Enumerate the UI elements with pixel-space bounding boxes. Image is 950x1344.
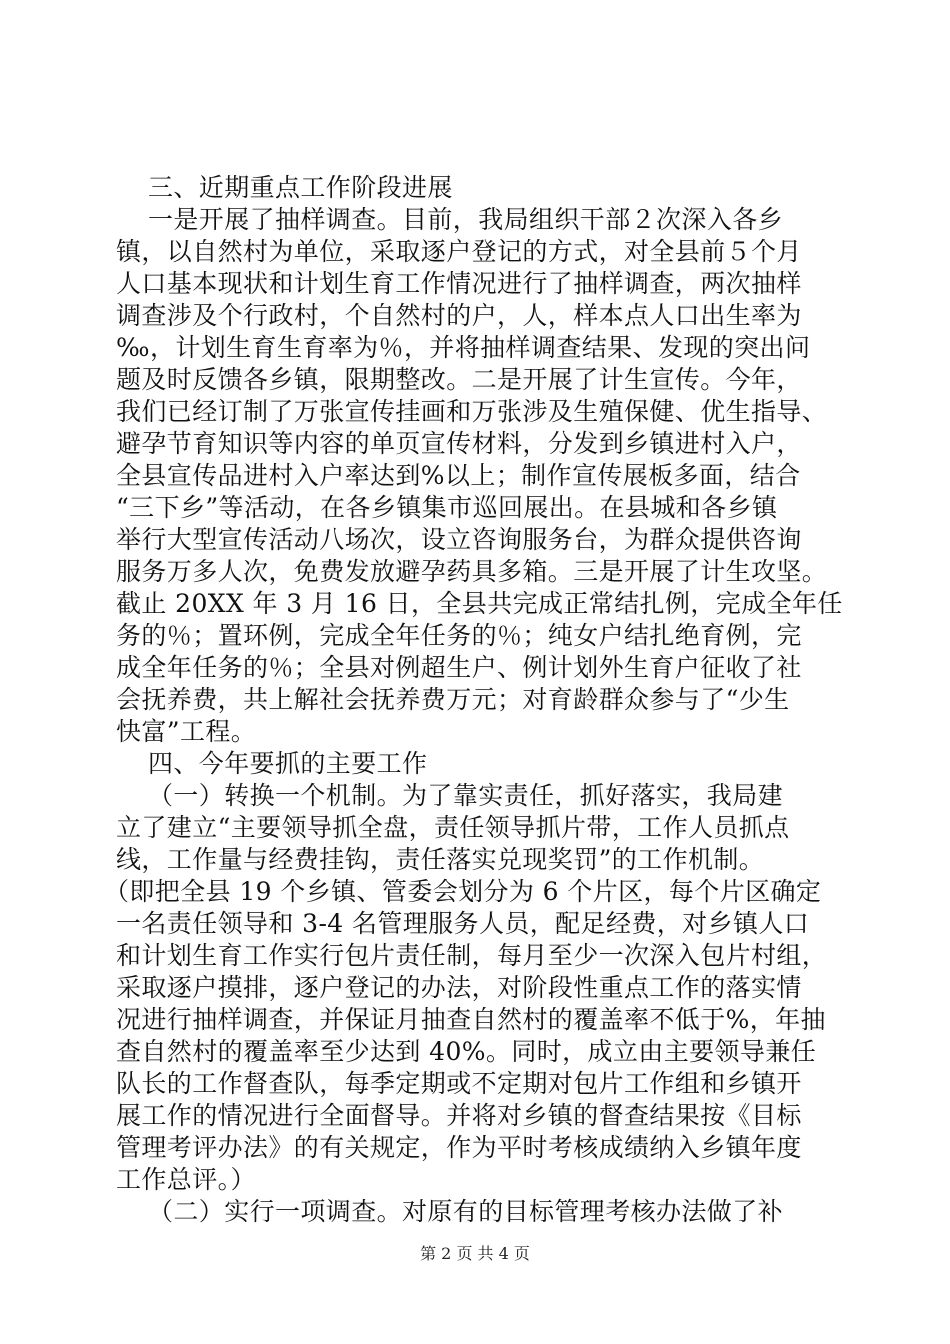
paragraph-line: （一）转换一个机制。为了靠实责任，抓好落实，我局建 (148, 781, 784, 810)
paragraph-line: 立了建立“主要领导抓全盘，责任领导抓片带，工作人员抓点 (116, 813, 790, 842)
paragraph-line: （二）实行一项调查。对原有的目标管理考核办法做了补 (148, 1197, 784, 1226)
paragraph-line: 会抚养费，共上解社会抚养费万元；对育龄群众参与了“少生 (116, 685, 790, 714)
paragraph-line: “三下乡”等活动，在各乡镇集市巡回展出。在县城和各乡镇 (116, 493, 778, 522)
paragraph-line: 人口基本现状和计划生育工作情况进行了抽样调查，两次抽样 (116, 269, 802, 298)
section-heading-3: 三、近期重点工作阶段进展 (148, 173, 453, 202)
paragraph-line: 务的％；置环例，完成全年任务的％；纯女户结扎绝育例，完 (116, 621, 802, 650)
paragraph-line: 队长的工作督查队，每季定期或不定期对包片工作组和乡镇开 (116, 1069, 802, 1098)
paragraph-line: 一名责任领导和 3-4 名管理服务人员，配足经费，对乡镇人口 (116, 909, 810, 938)
paragraph-line: 和计划生育工作实行包片责任制，每月至少一次深入包片村组， (116, 941, 828, 970)
paragraph-line: 查自然村的覆盖率至少达到 40%。同时，成立由主要领导兼任 (116, 1037, 817, 1066)
section-heading-4: 四、今年要抓的主要工作 (148, 749, 428, 778)
paragraph-line: 采取逐户摸排，逐户登记的办法，对阶段性重点工作的落实情 (116, 973, 802, 1002)
paragraph-line: 调查涉及个行政村，个自然村的户，人，样本点人口出生率为 (116, 301, 802, 330)
page-number-footer: 第 2 页 共 4 页 (420, 1244, 530, 1263)
paragraph-line: 工作总评。） (116, 1165, 256, 1194)
paragraph-line: 况进行抽样调查，并保证月抽查自然村的覆盖率不低于%，年抽 (116, 1005, 826, 1034)
paragraph-line: 展工作的情况进行全面督导。并将对乡镇的督查结果按《目标 (116, 1101, 802, 1130)
paragraph-line: 镇，以自然村为单位，采取逐户登记的方式，对全县前５个月 (116, 237, 802, 266)
paragraph-line: 管理考评办法》的有关规定，作为平时考核成绩纳入乡镇年度 (116, 1133, 802, 1162)
paragraph-line: 我们已经订制了万张宣传挂画和万张涉及生殖保健、优生指导、 (116, 397, 828, 426)
paragraph-line: ‰，计划生育生育率为％，并将抽样调查结果、发现的突出问 (116, 333, 811, 362)
paragraph-line: 成全年任务的％；全县对例超生户、例计划外生育户征收了社 (116, 653, 802, 682)
paragraph-line: （即把全县 19 个乡镇、管委会划分为 6 个片区，每个片区确定 (104, 877, 822, 906)
paragraph-line: 线，工作量与经费挂钩，责任落实兑现奖罚”的工作机制。 (116, 845, 765, 874)
paragraph-line: 服务万多人次，免费发放避孕药具多箱。三是开展了计生攻坚。 (116, 557, 828, 586)
paragraph-line: 全县宣传品进村入户率达到%以上；制作宣传展板多面，结合 (116, 461, 801, 490)
paragraph-line: 题及时反馈各乡镇，限期整改。二是开展了计生宣传。今年， (116, 365, 802, 394)
paragraph-line: 避孕节育知识等内容的单页宣传材料，分发到乡镇进村入户， (116, 429, 802, 458)
paragraph-line: 截止 20XX 年 3 月 16 日，全县共完成正常结扎例，完成全年任 (116, 589, 843, 618)
paragraph-line: 快富”工程。 (116, 717, 257, 746)
paragraph-line: 一是开展了抽样调查。目前，我局组织干部２次深入各乡 (148, 205, 784, 234)
paragraph-line: 举行大型宣传活动八场次，设立咨询服务台，为群众提供咨询 (116, 525, 802, 554)
